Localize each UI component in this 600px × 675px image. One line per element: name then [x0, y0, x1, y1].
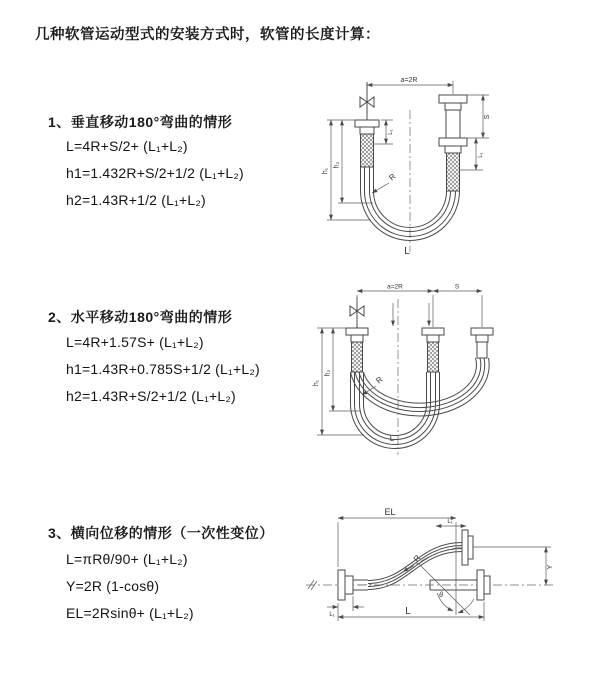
dimension-s	[433, 284, 482, 292]
fitting-length-marks	[393, 303, 429, 326]
dimension-a-2r-label: a=2R	[387, 283, 403, 291]
right-pipe-fitting	[471, 328, 493, 358]
diagram-lateral-displacement	[298, 503, 598, 648]
dimension-el-label: EL	[384, 507, 396, 517]
dimension-a-2r	[357, 284, 482, 328]
radius-label: R	[411, 553, 423, 564]
section-1-formula-h1: h1=1.432R+S/2+1/2 (L₁+L₂)	[66, 165, 244, 181]
dimension-s-label: S	[454, 283, 460, 291]
upper-right-flange	[462, 530, 473, 565]
dimension-y-label: Y	[547, 564, 554, 570]
dimension-h2-label: h₂	[324, 369, 332, 377]
angle-theta	[418, 563, 474, 615]
section-2-heading: 2、水平移动180°弯曲的情形	[48, 309, 233, 325]
section-3-formula-Y: Y=2R (1-cosθ)	[66, 578, 160, 594]
section-3-formula-EL: EL=2Rsinθ+ (L₁+L₂)	[66, 605, 194, 621]
dimension-a-2r	[367, 77, 453, 94]
dimension-l1-top-label: L₁	[447, 519, 453, 525]
angle-theta-label: θ	[439, 592, 443, 599]
dimension-h1-label: h₁	[313, 379, 320, 387]
section-1-formula-h2: h2=1.43R+1/2 (L₁+L₂)	[66, 192, 206, 208]
section-1-formula-L: L=4R+S/2+ (L₁+L₂)	[66, 138, 188, 154]
diagram-vertical-180-bend	[305, 70, 585, 265]
braid-section	[352, 342, 363, 372]
length-label: L	[404, 246, 410, 257]
left-pipe-fitting	[346, 328, 368, 372]
diagram-horizontal-180-bend	[305, 283, 600, 468]
page-title: 几种软管运动型式的安装方式时，软管的长度计算：	[35, 27, 380, 43]
section-2-formula-h2: h2=1.43R+S/2+1/2 (L₁+L₂)	[66, 388, 236, 404]
section-2-formula-L: L=4R+1.57S+ (L₁+L₂)	[66, 334, 204, 350]
dimension-l1-left-label: L₁	[388, 129, 394, 135]
radius-label: R	[387, 171, 398, 183]
hose-curve-position-2	[351, 358, 490, 416]
section-3-formula-L: L=πRθ/90+ (L₁+L₂)	[66, 551, 188, 567]
length-label: L	[389, 434, 395, 443]
dimension-l-label: L	[405, 606, 411, 617]
valve-icon	[360, 82, 374, 120]
hose-centerline	[358, 547, 470, 585]
braid-section	[361, 134, 374, 167]
section-1-heading: 1、垂直移动180°弯曲的情形	[48, 114, 233, 130]
dimension-s-label: S	[484, 114, 491, 120]
dimension-s	[467, 95, 491, 138]
radius-label: R	[374, 374, 385, 386]
right-pipe-fitting	[439, 95, 467, 191]
middle-pipe-fitting	[422, 328, 444, 372]
dimension-h2-label: h₂	[333, 161, 341, 169]
dimension-l1-left-label: L₁	[329, 612, 335, 618]
dimension-h1-label: h₁	[322, 167, 329, 175]
section-3-heading: 3、横向位移的情形（一次性变位）	[48, 525, 274, 541]
section-2-formula-h1: h1=1.43R+0.785S+1/2 (L₁+L₂)	[66, 361, 260, 377]
dimension-l1-right-label: L₁	[478, 152, 484, 158]
dimension-a-2r-label: a=2R	[400, 77, 418, 84]
dimension-l1-top	[436, 519, 466, 526]
braid-section	[447, 153, 460, 191]
braid-section	[428, 342, 439, 372]
dimension-l	[338, 602, 484, 621]
radius-callout	[372, 172, 398, 193]
left-pipe-fitting	[355, 120, 379, 167]
